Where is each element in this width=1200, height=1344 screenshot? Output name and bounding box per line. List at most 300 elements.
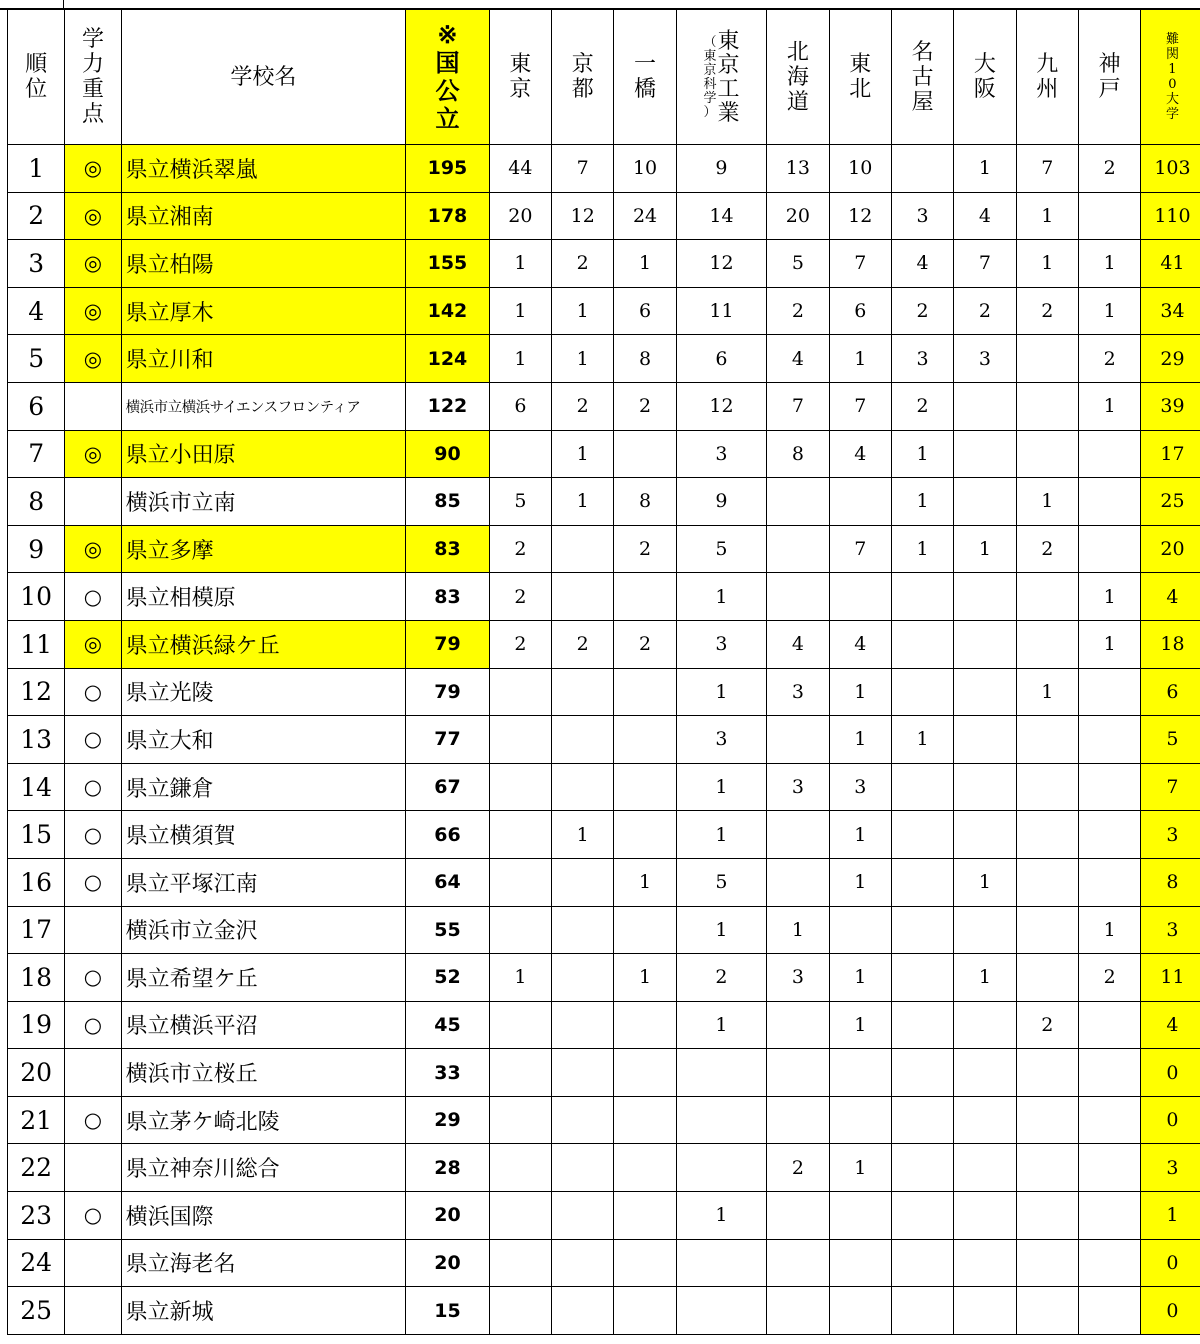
emphasis-mark-cell: ○ <box>65 573 121 621</box>
rank-cell: 24 <box>8 1239 65 1287</box>
count-cell-kyushu <box>1016 430 1078 478</box>
count-cell-kobe <box>1078 1287 1140 1335</box>
table-row <box>8 430 1200 478</box>
header-univ-nagoya: 名 古 屋 <box>891 10 953 145</box>
top10-total-cell: 20 <box>1141 525 1200 573</box>
national-public-total-cell: 178 <box>406 192 489 240</box>
count-cell-tohoku: 1 <box>829 954 891 1002</box>
count-cell-kyushu <box>1016 1239 1078 1287</box>
school-name-cell: 県立神奈川総合 <box>121 1144 406 1192</box>
count-cell-hitotsubashi: 2 <box>614 525 676 573</box>
table-row <box>8 573 1200 621</box>
count-cell-tokyo <box>489 1049 551 1097</box>
header-univ-tokyo: 東 京 <box>489 10 551 145</box>
count-cell-tokyo-tech: 12 <box>676 382 767 430</box>
count-cell-nagoya <box>891 1239 953 1287</box>
count-cell-kyoto: 1 <box>552 430 614 478</box>
ranking-table <box>7 9 1200 1335</box>
count-cell-kyoto <box>552 1287 614 1335</box>
count-cell-kyoto <box>552 1001 614 1049</box>
header-national-public: ※ 国 公 立 <box>406 10 489 145</box>
table-row <box>8 716 1200 764</box>
school-name-cell: 県立川和 <box>121 335 406 383</box>
count-cell-hitotsubashi <box>614 1192 676 1240</box>
top10-total-cell: 3 <box>1141 906 1200 954</box>
table-row <box>8 1239 1200 1287</box>
rank-cell: 1 <box>8 145 65 193</box>
count-cell-hokkaido: 7 <box>767 382 829 430</box>
count-cell-kobe <box>1078 1239 1140 1287</box>
top10-total-cell: 103 <box>1141 145 1200 193</box>
count-cell-hitotsubashi <box>614 716 676 764</box>
national-public-total-cell: 15 <box>406 1287 489 1335</box>
top10-total-cell: 6 <box>1141 668 1200 716</box>
count-cell-tokyo-tech: 3 <box>676 620 767 668</box>
school-name-cell: 県立平塚江南 <box>121 858 406 906</box>
count-cell-tokyo: 5 <box>489 478 551 526</box>
count-cell-tokyo: 1 <box>489 954 551 1002</box>
national-public-total-cell: 33 <box>406 1049 489 1097</box>
count-cell-kobe <box>1078 668 1140 716</box>
count-cell-kobe <box>1078 716 1140 764</box>
count-cell-osaka <box>954 620 1016 668</box>
count-cell-kyushu <box>1016 1192 1078 1240</box>
count-cell-kyoto <box>552 1239 614 1287</box>
emphasis-mark-cell: ○ <box>65 1192 121 1240</box>
school-name-cell: 県立多摩 <box>121 525 406 573</box>
national-public-total-cell: 55 <box>406 906 489 954</box>
count-cell-kyoto <box>552 1096 614 1144</box>
count-cell-hitotsubashi: 1 <box>614 240 676 288</box>
count-cell-tohoku: 4 <box>829 620 891 668</box>
count-cell-tokyo <box>489 906 551 954</box>
count-cell-tokyo-tech: 6 <box>676 335 767 383</box>
table-row <box>8 1144 1200 1192</box>
count-cell-kyoto <box>552 668 614 716</box>
count-cell-hitotsubashi <box>614 1096 676 1144</box>
count-cell-tohoku: 1 <box>829 1001 891 1049</box>
count-cell-nagoya <box>891 1096 953 1144</box>
count-cell-hokkaido <box>767 1239 829 1287</box>
header-univ-hitotsubashi-ichi: 一 <box>634 52 657 77</box>
count-cell-nagoya <box>891 954 953 1002</box>
header-tokyo-tech-subtitle: （ 東 京 科 学 ） <box>703 35 717 120</box>
count-cell-tohoku: 6 <box>829 287 891 335</box>
rank-cell: 7 <box>8 430 65 478</box>
table-row <box>8 240 1200 288</box>
count-cell-tokyo-tech: 3 <box>676 430 767 478</box>
rank-cell: 8 <box>8 478 65 526</box>
top10-total-cell: 8 <box>1141 858 1200 906</box>
count-cell-kobe <box>1078 525 1140 573</box>
count-cell-kyushu <box>1016 1144 1078 1192</box>
count-cell-kyushu: 1 <box>1016 240 1078 288</box>
count-cell-kyoto <box>552 858 614 906</box>
school-name-cell: 横浜市立桜丘 <box>121 1049 406 1097</box>
emphasis-mark-cell <box>65 382 121 430</box>
school-name-cell: 県立新城 <box>121 1287 406 1335</box>
count-cell-kyoto <box>552 525 614 573</box>
count-cell-nagoya <box>891 620 953 668</box>
emphasis-mark-cell: ○ <box>65 668 121 716</box>
count-cell-tokyo-tech: 5 <box>676 525 767 573</box>
count-cell-osaka <box>954 1192 1016 1240</box>
national-public-total-cell: 83 <box>406 525 489 573</box>
count-cell-tokyo: 2 <box>489 573 551 621</box>
top10-total-cell: 0 <box>1141 1049 1200 1097</box>
count-cell-tokyo-tech <box>676 1239 767 1287</box>
header-univ-tokyo-tech <box>676 10 767 145</box>
school-name-cell: 県立横浜翠嵐 <box>121 145 406 193</box>
table-row <box>8 1192 1200 1240</box>
count-cell-kyoto: 12 <box>552 192 614 240</box>
count-cell-tokyo: 1 <box>489 335 551 383</box>
rank-cell: 19 <box>8 1001 65 1049</box>
header-tokyo-tech-title: 東 京 工 業 <box>717 29 740 126</box>
count-cell-hitotsubashi <box>614 573 676 621</box>
count-cell-hitotsubashi <box>614 1239 676 1287</box>
count-cell-kobe: 1 <box>1078 287 1140 335</box>
count-cell-hokkaido <box>767 573 829 621</box>
count-cell-hokkaido: 5 <box>767 240 829 288</box>
header-school-name: 学校名 <box>121 10 406 145</box>
table-row <box>8 145 1200 193</box>
emphasis-mark-cell: ○ <box>65 858 121 906</box>
count-cell-tohoku: 1 <box>829 811 891 859</box>
count-cell-tohoku <box>829 906 891 954</box>
emphasis-mark-cell <box>65 478 121 526</box>
count-cell-tokyo <box>489 716 551 764</box>
school-name-cell: 県立鎌倉 <box>121 763 406 811</box>
count-cell-hokkaido: 1 <box>767 906 829 954</box>
count-cell-tokyo-tech: 11 <box>676 287 767 335</box>
count-cell-tohoku <box>829 1096 891 1144</box>
header-univ-tohoku: 東 北 <box>829 10 891 145</box>
count-cell-tokyo-tech <box>676 1096 767 1144</box>
count-cell-hokkaido: 4 <box>767 335 829 383</box>
table-row <box>8 954 1200 1002</box>
header-univ-hokkaido: 北 海 道 <box>767 10 829 145</box>
emphasis-mark-cell: ○ <box>65 1096 121 1144</box>
count-cell-tokyo-tech: 1 <box>676 906 767 954</box>
count-cell-osaka <box>954 811 1016 859</box>
table-row <box>8 1287 1200 1335</box>
count-cell-nagoya: 1 <box>891 430 953 478</box>
count-cell-kobe <box>1078 1144 1140 1192</box>
count-cell-hokkaido: 3 <box>767 668 829 716</box>
table-body <box>8 145 1200 1335</box>
table-row <box>8 382 1200 430</box>
count-cell-osaka <box>954 1001 1016 1049</box>
count-cell-kobe: 2 <box>1078 954 1140 1002</box>
count-cell-kyushu: 1 <box>1016 478 1078 526</box>
emphasis-mark-cell: ○ <box>65 811 121 859</box>
national-public-total-cell: 20 <box>406 1192 489 1240</box>
emphasis-mark-cell: ◎ <box>65 620 121 668</box>
count-cell-hitotsubashi <box>614 1144 676 1192</box>
count-cell-kobe <box>1078 430 1140 478</box>
count-cell-kyushu <box>1016 573 1078 621</box>
count-cell-hitotsubashi <box>614 906 676 954</box>
count-cell-tokyo <box>489 1144 551 1192</box>
top10-total-cell: 17 <box>1141 430 1200 478</box>
count-cell-tohoku: 10 <box>829 145 891 193</box>
count-cell-kyushu: 2 <box>1016 1001 1078 1049</box>
count-cell-kobe <box>1078 1049 1140 1097</box>
count-cell-osaka <box>954 1144 1016 1192</box>
count-cell-hitotsubashi: 6 <box>614 287 676 335</box>
count-cell-hokkaido: 3 <box>767 954 829 1002</box>
count-cell-nagoya: 1 <box>891 716 953 764</box>
count-cell-tohoku: 12 <box>829 192 891 240</box>
school-name-cell: 県立柏陽 <box>121 240 406 288</box>
count-cell-hitotsubashi: 1 <box>614 858 676 906</box>
count-cell-hokkaido <box>767 716 829 764</box>
school-name-cell: 県立相模原 <box>121 573 406 621</box>
school-name-cell: 県立横浜緑ケ丘 <box>121 620 406 668</box>
count-cell-hokkaido: 4 <box>767 620 829 668</box>
count-cell-kyoto: 1 <box>552 287 614 335</box>
count-cell-osaka <box>954 430 1016 478</box>
count-cell-kyoto: 2 <box>552 620 614 668</box>
count-cell-osaka: 1 <box>954 858 1016 906</box>
national-public-total-cell: 29 <box>406 1096 489 1144</box>
count-cell-osaka: 1 <box>954 954 1016 1002</box>
rank-cell: 16 <box>8 858 65 906</box>
count-cell-hokkaido: 2 <box>767 1144 829 1192</box>
count-cell-tohoku <box>829 573 891 621</box>
table-row <box>8 906 1200 954</box>
count-cell-tokyo <box>489 763 551 811</box>
rank-cell: 10 <box>8 573 65 621</box>
count-cell-tokyo-tech: 1 <box>676 763 767 811</box>
count-cell-nagoya <box>891 668 953 716</box>
count-cell-kobe: 2 <box>1078 335 1140 383</box>
count-cell-hitotsubashi: 10 <box>614 145 676 193</box>
count-cell-kyushu <box>1016 335 1078 383</box>
count-cell-kyushu: 2 <box>1016 525 1078 573</box>
emphasis-mark-cell: ◎ <box>65 287 121 335</box>
national-public-total-cell: 67 <box>406 763 489 811</box>
count-cell-tokyo: 44 <box>489 145 551 193</box>
rank-cell: 6 <box>8 382 65 430</box>
top-border-stub <box>63 0 64 8</box>
count-cell-osaka <box>954 763 1016 811</box>
rank-cell: 23 <box>8 1192 65 1240</box>
national-public-total-cell: 79 <box>406 620 489 668</box>
count-cell-nagoya: 1 <box>891 525 953 573</box>
count-cell-osaka <box>954 1096 1016 1144</box>
count-cell-tohoku: 4 <box>829 430 891 478</box>
school-name-cell: 県立横浜平沼 <box>121 1001 406 1049</box>
count-cell-hokkaido <box>767 858 829 906</box>
count-cell-hitotsubashi: 8 <box>614 478 676 526</box>
count-cell-tohoku <box>829 478 891 526</box>
table-row <box>8 287 1200 335</box>
count-cell-tohoku: 7 <box>829 525 891 573</box>
header-academic-emphasis: 学 力 重 点 <box>65 10 121 145</box>
count-cell-tokyo: 1 <box>489 240 551 288</box>
top10-total-cell: 0 <box>1141 1096 1200 1144</box>
count-cell-nagoya <box>891 145 953 193</box>
national-public-total-cell: 28 <box>406 1144 489 1192</box>
count-cell-tokyo-tech: 1 <box>676 1001 767 1049</box>
count-cell-osaka: 1 <box>954 525 1016 573</box>
national-public-total-cell: 83 <box>406 573 489 621</box>
count-cell-tokyo: 2 <box>489 620 551 668</box>
count-cell-osaka <box>954 573 1016 621</box>
emphasis-mark-cell: ◎ <box>65 145 121 193</box>
count-cell-osaka <box>954 1049 1016 1097</box>
count-cell-osaka <box>954 1287 1016 1335</box>
school-name-cell: 県立横須賀 <box>121 811 406 859</box>
count-cell-tokyo <box>489 1096 551 1144</box>
table-row <box>8 763 1200 811</box>
count-cell-tokyo: 2 <box>489 525 551 573</box>
count-cell-osaka <box>954 668 1016 716</box>
count-cell-hokkaido <box>767 478 829 526</box>
count-cell-kobe: 1 <box>1078 620 1140 668</box>
header-univ-osaka: 大 阪 <box>954 10 1016 145</box>
count-cell-tokyo <box>489 668 551 716</box>
header-top10-universities: 難 関 1 0 大 学 <box>1141 10 1200 145</box>
count-cell-hitotsubashi <box>614 763 676 811</box>
count-cell-tohoku <box>829 1239 891 1287</box>
school-name-cell: 横浜市立横浜サイエンスフロンティア <box>121 382 406 430</box>
count-cell-tohoku: 1 <box>829 1144 891 1192</box>
count-cell-nagoya <box>891 858 953 906</box>
table-row <box>8 1049 1200 1097</box>
top10-total-cell: 4 <box>1141 1001 1200 1049</box>
count-cell-kyoto: 2 <box>552 240 614 288</box>
national-public-total-cell: 20 <box>406 1239 489 1287</box>
rank-cell: 13 <box>8 716 65 764</box>
count-cell-kyushu: 2 <box>1016 287 1078 335</box>
count-cell-kobe: 1 <box>1078 240 1140 288</box>
count-cell-nagoya: 2 <box>891 382 953 430</box>
count-cell-hitotsubashi <box>614 1049 676 1097</box>
school-name-cell: 県立湘南 <box>121 192 406 240</box>
emphasis-mark-cell: ◎ <box>65 430 121 478</box>
count-cell-kyoto <box>552 1192 614 1240</box>
national-public-total-cell: 64 <box>406 858 489 906</box>
rank-cell: 22 <box>8 1144 65 1192</box>
national-public-total-cell: 124 <box>406 335 489 383</box>
top10-total-cell: 3 <box>1141 811 1200 859</box>
school-name-cell: 県立海老名 <box>121 1239 406 1287</box>
national-public-total-cell: 122 <box>406 382 489 430</box>
count-cell-kyushu <box>1016 1049 1078 1097</box>
count-cell-tokyo: 6 <box>489 382 551 430</box>
national-public-total-cell: 45 <box>406 1001 489 1049</box>
count-cell-tokyo-tech: 2 <box>676 954 767 1002</box>
count-cell-hokkaido <box>767 1192 829 1240</box>
count-cell-osaka: 4 <box>954 192 1016 240</box>
header-univ-kyoto: 京 都 <box>552 10 614 145</box>
count-cell-tokyo: 1 <box>489 287 551 335</box>
count-cell-kyushu <box>1016 382 1078 430</box>
rank-cell: 2 <box>8 192 65 240</box>
count-cell-tokyo <box>489 1001 551 1049</box>
count-cell-kyoto <box>552 573 614 621</box>
count-cell-kyoto <box>552 763 614 811</box>
count-cell-nagoya <box>891 811 953 859</box>
count-cell-osaka: 1 <box>954 145 1016 193</box>
count-cell-hokkaido <box>767 1049 829 1097</box>
top10-total-cell: 34 <box>1141 287 1200 335</box>
count-cell-osaka: 3 <box>954 335 1016 383</box>
emphasis-mark-cell: ◎ <box>65 525 121 573</box>
rank-cell: 15 <box>8 811 65 859</box>
top10-total-cell: 39 <box>1141 382 1200 430</box>
count-cell-hokkaido: 20 <box>767 192 829 240</box>
count-cell-osaka: 7 <box>954 240 1016 288</box>
count-cell-kobe <box>1078 478 1140 526</box>
count-cell-hokkaido <box>767 1287 829 1335</box>
school-name-cell: 県立光陵 <box>121 668 406 716</box>
count-cell-kyoto <box>552 906 614 954</box>
count-cell-kyushu <box>1016 763 1078 811</box>
emphasis-mark-cell <box>65 1287 121 1335</box>
count-cell-kyoto: 1 <box>552 478 614 526</box>
count-cell-nagoya: 1 <box>891 478 953 526</box>
table-row <box>8 525 1200 573</box>
school-name-cell: 県立大和 <box>121 716 406 764</box>
count-cell-tokyo-tech: 1 <box>676 811 767 859</box>
count-cell-hitotsubashi: 2 <box>614 382 676 430</box>
header-univ-kobe: 神 戸 <box>1078 10 1140 145</box>
count-cell-tokyo <box>489 1239 551 1287</box>
table-row <box>8 192 1200 240</box>
count-cell-kyushu <box>1016 954 1078 1002</box>
count-cell-tokyo-tech: 1 <box>676 1192 767 1240</box>
rank-cell: 20 <box>8 1049 65 1097</box>
count-cell-kyushu: 7 <box>1016 145 1078 193</box>
count-cell-kobe: 1 <box>1078 382 1140 430</box>
count-cell-kyoto <box>552 954 614 1002</box>
rank-cell: 5 <box>8 335 65 383</box>
count-cell-kyushu <box>1016 811 1078 859</box>
count-cell-kyoto: 7 <box>552 145 614 193</box>
count-cell-osaka <box>954 906 1016 954</box>
table-row <box>8 620 1200 668</box>
count-cell-kobe: 2 <box>1078 145 1140 193</box>
table-row <box>8 1001 1200 1049</box>
top10-total-cell: 18 <box>1141 620 1200 668</box>
count-cell-nagoya <box>891 1049 953 1097</box>
count-cell-kyoto: 1 <box>552 335 614 383</box>
count-cell-tokyo-tech: 9 <box>676 145 767 193</box>
emphasis-mark-cell: ◎ <box>65 240 121 288</box>
rank-cell: 12 <box>8 668 65 716</box>
count-cell-hokkaido: 3 <box>767 763 829 811</box>
school-name-cell: 県立茅ケ崎北陵 <box>121 1096 406 1144</box>
count-cell-tohoku: 7 <box>829 382 891 430</box>
national-public-total-cell: 79 <box>406 668 489 716</box>
top10-total-cell: 7 <box>1141 763 1200 811</box>
count-cell-kyoto <box>552 1049 614 1097</box>
count-cell-hitotsubashi: 8 <box>614 335 676 383</box>
count-cell-kyoto: 1 <box>552 811 614 859</box>
count-cell-tohoku: 1 <box>829 716 891 764</box>
table-row <box>8 858 1200 906</box>
count-cell-nagoya <box>891 1001 953 1049</box>
count-cell-kobe <box>1078 1001 1140 1049</box>
national-public-total-cell: 155 <box>406 240 489 288</box>
count-cell-tokyo-tech: 12 <box>676 240 767 288</box>
count-cell-tokyo <box>489 811 551 859</box>
table-row <box>8 335 1200 383</box>
